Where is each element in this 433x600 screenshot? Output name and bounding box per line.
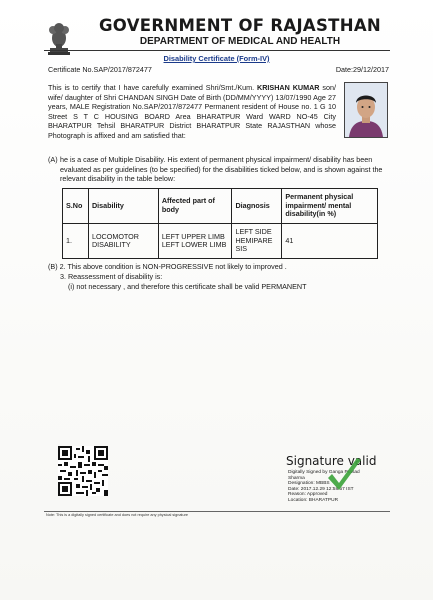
signature-line: Sharma	[288, 475, 305, 481]
table-header-row	[63, 189, 378, 224]
patient-photo	[344, 82, 388, 138]
signature-line: Location: BHARATPUR	[288, 497, 339, 503]
person-photo-icon	[345, 83, 387, 137]
disability-table	[62, 188, 378, 259]
header-disability: Disability	[88, 189, 158, 224]
signature-line: Reason: Approved	[288, 492, 328, 498]
signature-line: Date: 2017.12.29 12:58:57 IST	[288, 486, 354, 492]
government-title: GOVERNMENT OF RAJASTHAN	[98, 16, 382, 35]
header-sno: S.No	[63, 189, 89, 224]
certificate-number: Certificate No.SAP/2017/872477	[48, 65, 152, 74]
qr-code-icon	[58, 446, 108, 496]
paragraph-a-text: he is a case of Multiple Disability. His extent of permanent physical impairment/ disability has been evaluated as per guidelines (to be specified) for the disabilities ticked below, and is shown against the relevant disability in the table below:	[60, 155, 383, 184]
patient-details: son/ wife/ daughter of Shri CHANDAN SINGH Date of Birth (DD/MM/YYYY) 13/07/1990 Age 27 years, MALE Registration No.SAP/2017/872477 Permanent resident of House no. 1 G 10 Street S T C HOUSING BOARD Area BHARATPUR Ward WARD NO-45 City BHARATPUR Tehsil BHARATPUR District BHARATPUR State RAJASTHAN whose Photograph is affixed and am satisfied that:	[48, 83, 336, 140]
cell-affected-part: LEFT UPPER LIMB LEFT LOWER LIMB	[158, 224, 232, 259]
header-divider	[44, 50, 390, 51]
cell-sno: 1.	[63, 224, 89, 259]
certificate-title: Disability Certificate (Form-IV)	[163, 54, 270, 63]
signature-valid-title: Signature valid	[286, 454, 377, 468]
paragraph-b: (B) 2. This above condition is NON-PROGRESSIVE not likely to improved .	[48, 262, 287, 271]
checkmark-icon	[324, 456, 364, 496]
signature-line: Digitally Signed by Ganga Prasad	[288, 470, 360, 475]
paragraph-a-label: (A)	[48, 155, 58, 164]
reassessment-text: 3. Reassessment of disability is:	[60, 272, 163, 281]
certification-paragraph	[48, 83, 336, 141]
validity-text: (i) not necessary , and therefore this certificate shall be valid PERMANENT	[68, 282, 307, 291]
footer-note: Note: This is a digitally signed certificate and does not require any physical signature	[46, 513, 188, 517]
cell-diagnosis: LEFT SIDE HEMIPARE SIS	[232, 224, 282, 259]
footer-divider	[44, 511, 390, 512]
certificate-date: Date:29/12/2017	[335, 65, 389, 74]
department-title: DEPARTMENT OF MEDICAL AND HEALTH	[139, 36, 341, 47]
header-affected-part: Affected part of body	[158, 189, 232, 224]
signature-line: Designation: MBBS	[288, 481, 330, 487]
patient-name: KRISHAN KUMAR	[257, 83, 320, 92]
cell-impairment-percent: 41	[282, 224, 378, 259]
header-diagnosis: Diagnosis	[232, 189, 282, 224]
national-emblem-icon	[44, 18, 74, 58]
digital-signature-block	[286, 454, 396, 510]
table-row	[63, 224, 378, 259]
paragraph-a	[48, 155, 393, 184]
cell-disability: LOCOMOTOR DISABILITY	[88, 224, 158, 259]
intro-text: This is to certify that I have carefully examined Shri/Smt./Kum.	[48, 83, 255, 92]
header-impairment-percent: Permanent physical impairment/ mental disability(in %)	[282, 189, 378, 224]
